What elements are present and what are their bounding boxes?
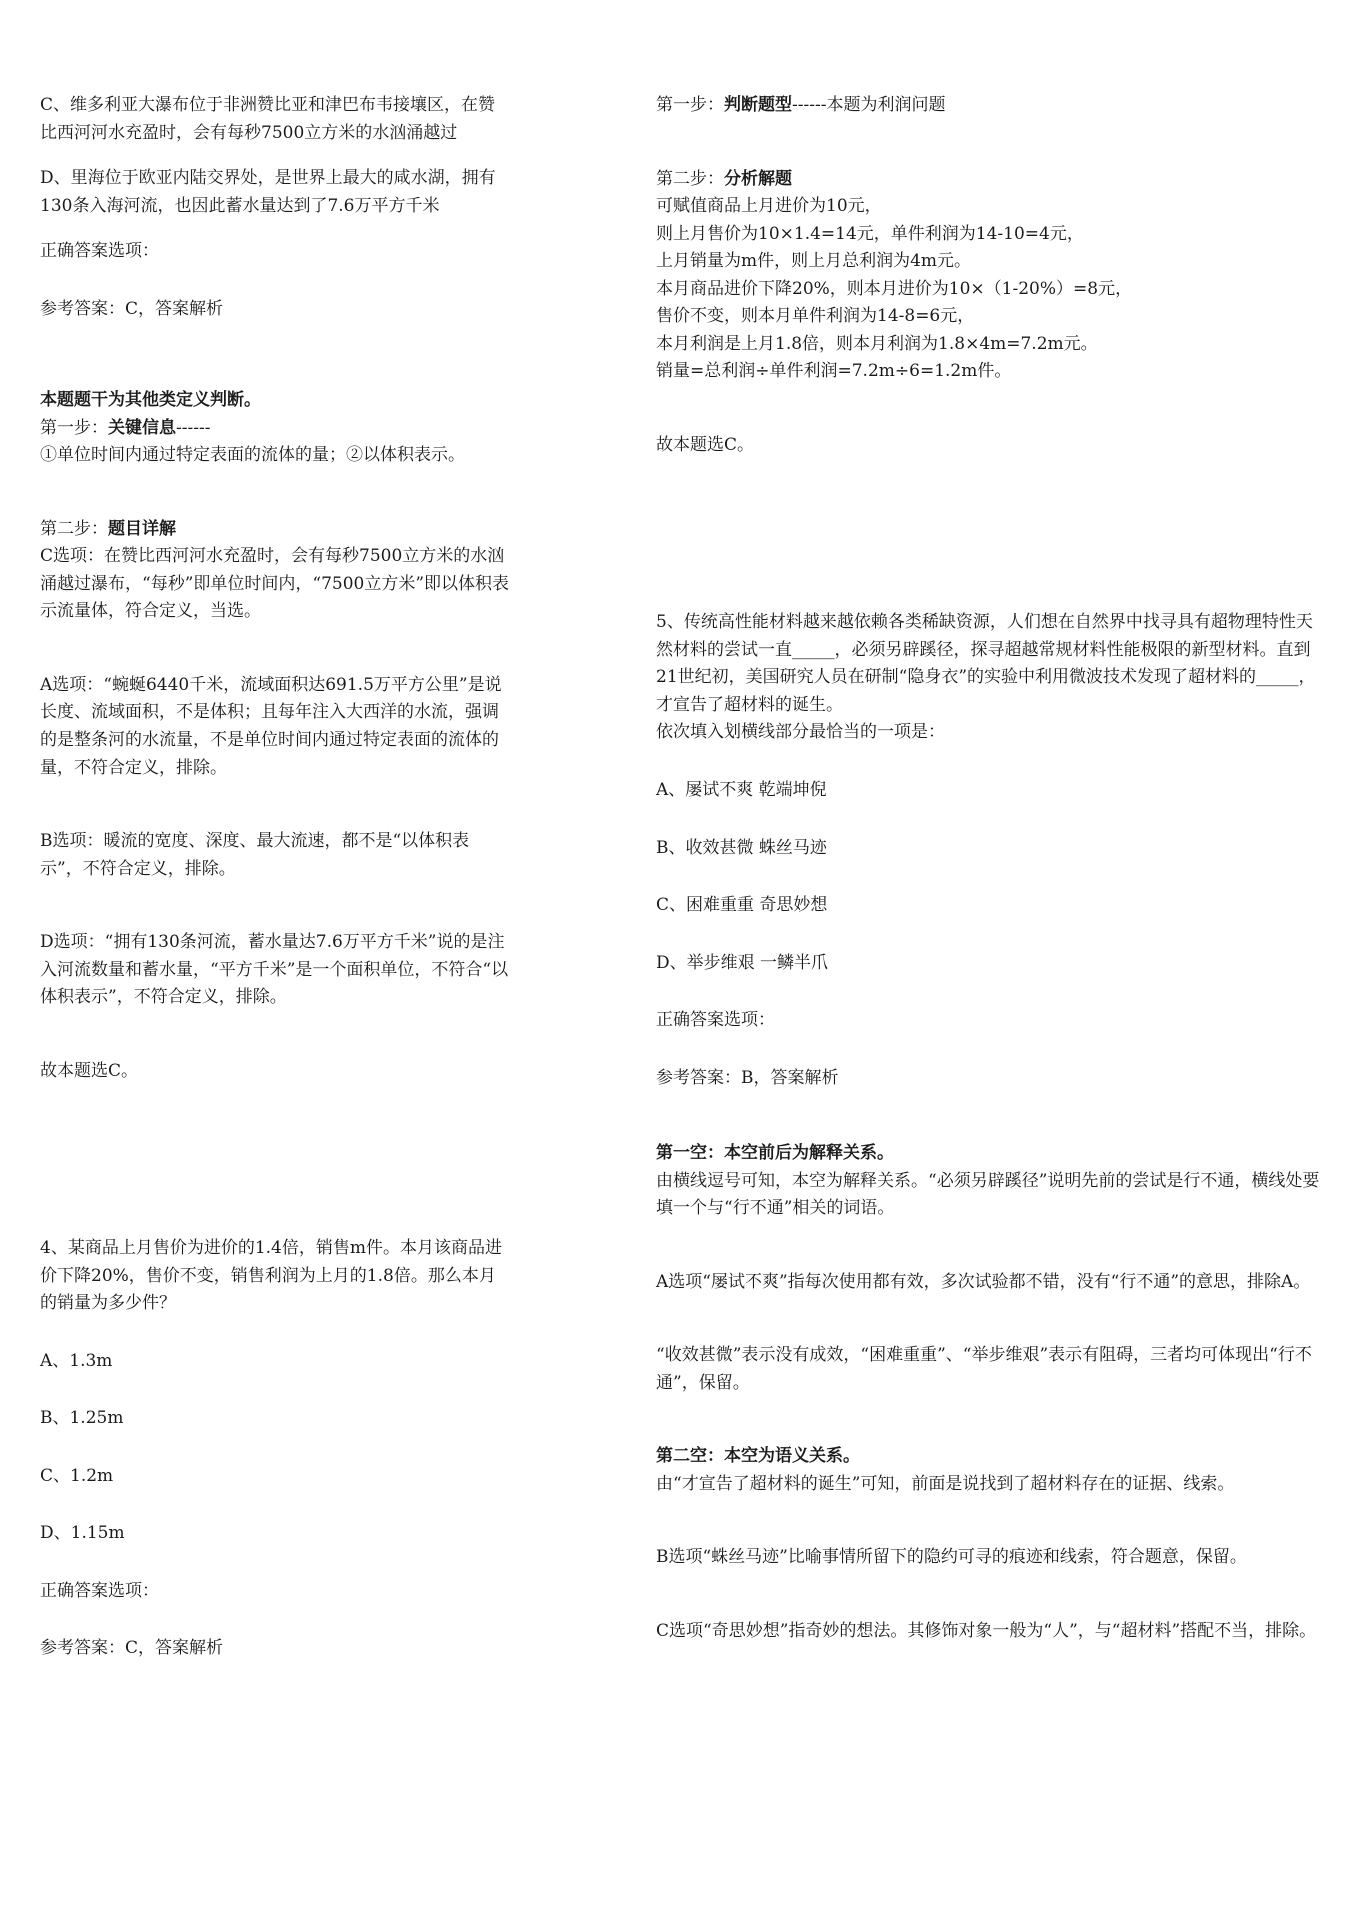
q4-option-a: A、1.3m [40, 1350, 113, 1371]
q5-blank2-content: 由“才宣告了超材料的诞生”可知，前面是说找到了超材料存在的证据、线索。 [656, 1473, 1235, 1494]
q4-calc-line-2: 则上月售价为10×1.4=14元，单件利润为14-10=4元， [656, 223, 1084, 244]
q5-blank2-option-b: B选项“蛛丝马迹”比喻事情所留下的隐约可寻的痕迹和线索，符合题意，保留。 [656, 1547, 1247, 1568]
q4-correct-answer: 正确答案选项： [40, 1580, 159, 1601]
q4-conclusion: 故本题选C。 [656, 434, 755, 455]
q5-blank1-heading: 第一空：本空前后为解释关系。 [656, 1143, 894, 1164]
right-column [656, 92, 1324, 1645]
q5-option-c: C、困难重重 奇思妙想 [656, 895, 828, 916]
q4-option-d: D、1.15m [40, 1523, 125, 1544]
q3-option-d: D、里海位于欧亚内陆交界处，是世界上最大的咸水湖，拥有130条入海河流，也因此蓄水量达到了7.6万平方千米 [40, 168, 496, 216]
q4-step1-label: 第一步： [656, 95, 724, 115]
q3-step1-content: ①单位时间内通过特定表面的流体的量；②以体积表示。 [40, 445, 465, 466]
q4-calc-line-1: 可赋值商品上月进价为10元， [656, 196, 882, 217]
q5-blank1-content: 由横线逗号可知，本空为解释关系。“必须另辟蹊径”说明先前的尝试是行不通，横线处要填一个与“行不通”相关的词语。 [656, 1170, 1320, 1219]
q3-type-heading: 本题题干为其他类定义判断。 [40, 390, 261, 411]
q4-step1-rest: ------本题为利润问题 [792, 95, 946, 115]
q5-blank2-heading: 第二空：本空为语义关系。 [656, 1446, 860, 1467]
q3-reference-answer: 参考答案：C，答案解析 [40, 298, 224, 319]
q4-calc-line-6: 本月利润是上月1.8倍，则本月利润为1.8×4m=7.2m元。 [656, 333, 1098, 354]
q3-step2-label: 第二步： [40, 518, 108, 539]
q4-step2-heading [656, 166, 1324, 194]
q4-step1-title: 判断题型 [724, 95, 792, 115]
q4-step1-heading [656, 92, 1324, 120]
q5-option-a: A、屡试不爽 乾端坤倪 [656, 779, 827, 800]
q5-option-b: B、收效甚微 蛛丝马迹 [656, 837, 827, 858]
q5-stem: 5、传统高性能材料越来越依赖各类稀缺资源，人们想在自然界中找寻具有超物理特性天然材料的尝试一直_____，必须另辟蹊径，探寻超越常规材料性能极限的新型材料。直到21世纪初，美国研究人员在研制“隐身衣”的实验中利用微波技术发现了超材料的_____，才宣告了超材料的诞生。 [656, 612, 1316, 715]
q4-calc-line-5: 售价不变，则本月单件利润为14-8=6元， [656, 306, 975, 327]
q4-reference-answer: 参考答案：C，答案解析 [40, 1638, 224, 1659]
q4-calc-line-7: 销量=总利润÷单件利润=7.2m÷6=1.2m件。 [656, 361, 1012, 382]
q3-step2-option-d: D选项：“拥有130条河流，蓄水量达7.6万平方千米”说的是注入河流数量和蓄水量，“平方千米”是一个面积单位，不符合“以体积表示”，不符合定义，排除。 [40, 932, 509, 1008]
q5-instruction: 依次填入划横线部分最恰当的一项是： [656, 722, 945, 743]
q4-option-b: B、1.25m [40, 1408, 124, 1429]
q3-step2-option-a: A选项：“蜿蜒6440千米，流域面积达691.5万平方公里”是说长度、流域面积，不是体积；且每年注入大西洋的水流，强调的是整条河的水流量，不是单位时间内通过特定表面的流体的量，不符合定义，排除。 [40, 674, 502, 778]
q4-calc-line-4: 本月商品进价下降20%，则本月进价为10×（1-20%）=8元， [656, 278, 1133, 299]
q3-step1-heading [40, 415, 510, 443]
q4-option-c: C、1.2m [40, 1465, 114, 1486]
q4-step2-title: 分析解题 [724, 168, 792, 189]
q3-correct-answer: 正确答案选项： [40, 241, 159, 262]
left-column [40, 92, 510, 1693]
q5-blank1-others: “收效甚微”表示没有成效，“困难重重”、“举步维艰”表示有阻碍，三者均可体现出“行不通”，保留。 [656, 1345, 1312, 1393]
q5-blank2-option-c: C选项“奇思妙想”指奇妙的想法。其修饰对象一般为“人”，与“超材料”搭配不当，排除。 [656, 1620, 1317, 1641]
q5-reference-answer: 参考答案：B，答案解析 [656, 1067, 839, 1088]
q4-calc-line-3: 上月销量为m件，则上月总利润为4m元。 [656, 251, 972, 272]
q5-correct-answer: 正确答案选项： [656, 1010, 775, 1031]
q3-conclusion: 故本题选C。 [40, 1060, 139, 1081]
q5-option-d: D、举步维艰 一鳞半爪 [656, 952, 829, 973]
q3-step2-heading [40, 516, 510, 544]
q3-option-c: C、维多利亚大瀑布位于非洲赞比亚和津巴布韦接壤区，在赞比西河河水充盈时，会有每秒7500立方米的水汹涌越过 [40, 95, 496, 143]
q3-step2-option-b: B选项：暖流的宽度、深度、最大流速，都不是“以体积表示”，不符合定义，排除。 [40, 831, 470, 879]
q3-step1-dash: ------ [176, 417, 211, 438]
q3-step1-title: 关键信息 [108, 417, 176, 438]
q3-step2-option-c: C选项：在赞比西河河水充盈时，会有每秒7500立方米的水汹涌越过瀑布，“每秒”即单位时间内，“7500立方米”即以体积表示流量体，符合定义，当选。 [40, 546, 510, 622]
q3-step2-title: 题目详解 [108, 518, 176, 539]
q3-step1-label: 第一步： [40, 417, 108, 438]
q4-step2-label: 第二步： [656, 168, 724, 189]
q4-stem: 4、某商品上月售价为进价的1.4倍，销售m件。本月该商品进价下降20%，售价不变，销售利润为上月的1.8倍。那么本月的销量为多少件？ [40, 1238, 502, 1314]
q5-blank1-option-a: A选项“屡试不爽”指每次使用都有效，多次试验都不错，没有“行不通”的意思，排除A。 [656, 1271, 1311, 1292]
